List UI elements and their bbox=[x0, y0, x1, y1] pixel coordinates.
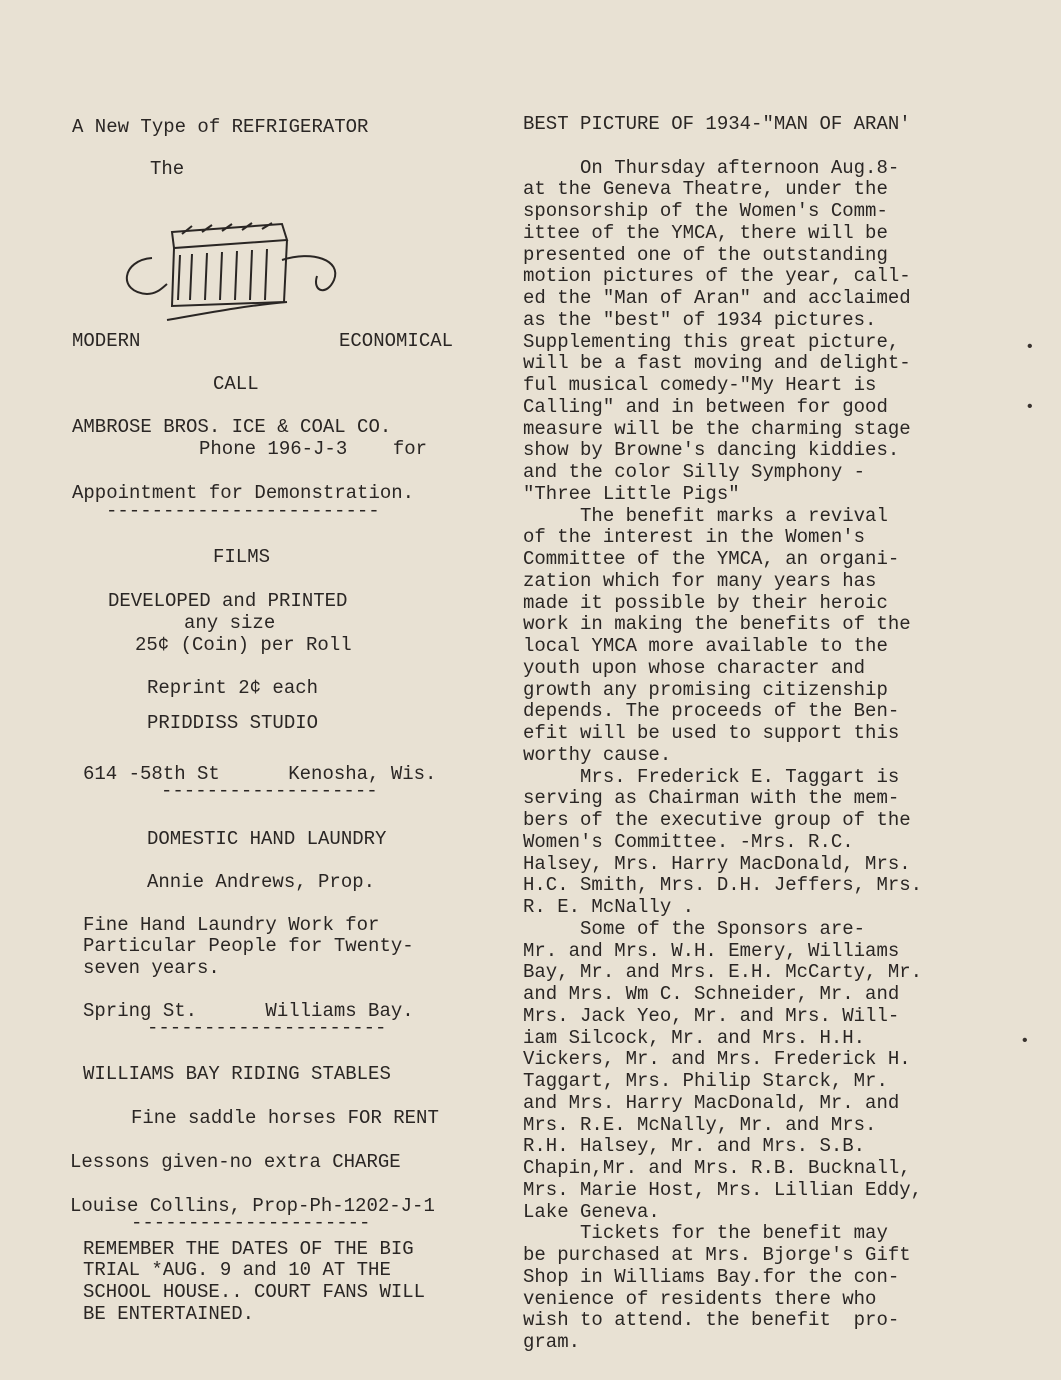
stables-horses: Fine saddle horses FOR RENT bbox=[131, 1107, 439, 1129]
article-line: work in making the benefits of the bbox=[523, 613, 911, 636]
the-label: The bbox=[150, 158, 185, 180]
divider: --------------------- bbox=[147, 1017, 387, 1039]
any-size-text: any size bbox=[184, 612, 276, 634]
article-line: worthy cause. bbox=[523, 743, 672, 766]
margin-speck: • bbox=[1025, 398, 1035, 416]
article-line: motion pictures of the year, call- bbox=[523, 265, 911, 288]
stables-lessons: Lessons given-no extra CHARGE bbox=[70, 1151, 401, 1173]
article-line: depends. The proceeds of the Ben- bbox=[523, 700, 900, 723]
appointment-text: Appointment for Demonstration. bbox=[72, 482, 415, 504]
article-line: Tickets for the benefit may bbox=[523, 1222, 888, 1245]
article-line: Committee of the YMCA, an organi- bbox=[523, 548, 900, 570]
article-line: presented one of the outstanding bbox=[523, 243, 888, 266]
article-line: Chapin,Mr. and Mrs. R.B. Bucknall, bbox=[523, 1157, 911, 1179]
article-line: ed the "Man of Aran" and acclaimed bbox=[523, 287, 911, 309]
article-line: iam Silcock, Mr. and Mrs. H.H. bbox=[523, 1026, 866, 1049]
article-line: Bay, Mr. and Mrs. E.H. McCarty, Mr. bbox=[523, 961, 923, 984]
reprint-text: Reprint 2¢ each bbox=[147, 677, 319, 699]
laundry-heading: DOMESTIC HAND LAUNDRY bbox=[147, 828, 387, 850]
article-line: will be a fast moving and delight- bbox=[523, 352, 911, 375]
article-line: Calling" and in between for good bbox=[523, 395, 888, 418]
article-line: Lake Geneva. bbox=[523, 1200, 660, 1223]
laundry-address: Spring St. Williams Bay. bbox=[83, 1000, 414, 1022]
article-line: growth any promising citizenship bbox=[523, 678, 888, 701]
article-line: and Mrs. Harry MacDonald, Mr. and bbox=[523, 1091, 900, 1114]
remember-line: TRIAL *AUG. 9 and 10 AT THE bbox=[83, 1259, 391, 1281]
article-line: zation which for many years has bbox=[523, 569, 877, 592]
laundry-desc-line: seven years. bbox=[83, 957, 220, 979]
article-line: measure will be the charming stage bbox=[523, 417, 911, 440]
article-line: local YMCA more available to the bbox=[523, 635, 888, 657]
article-line: as the "best" of 1934 pictures. bbox=[523, 308, 877, 331]
article-line: Supplementing this great picture, bbox=[523, 330, 900, 353]
article-line: made it possible by their heroic bbox=[523, 591, 888, 614]
divider: ------------------- bbox=[161, 780, 378, 802]
article-line: be purchased at Mrs. Bjorge's Gift bbox=[523, 1244, 911, 1266]
article-line: show by Browne's dancing kiddies. bbox=[523, 439, 900, 462]
price-text: 25¢ (Coin) per Roll bbox=[135, 634, 352, 656]
article-line: sponsorship of the Women's Comm- bbox=[523, 200, 888, 222]
films-heading: FILMS bbox=[213, 546, 271, 568]
call-label: CALL bbox=[213, 373, 259, 395]
article-line: of the interest in the Women's bbox=[523, 526, 866, 549]
logo-text: Coolerator bbox=[122, 210, 129, 211]
article-line: at the Geneva Theatre, under the bbox=[523, 178, 888, 201]
remember-line: BE ENTERTAINED. bbox=[83, 1303, 255, 1325]
margin-speck: • bbox=[1025, 338, 1035, 356]
article-line: "Three Little Pigs" bbox=[523, 482, 740, 505]
laundry-desc-line: Particular People for Twenty- bbox=[83, 935, 414, 957]
article-line: On Thursday afternoon Aug.8- bbox=[523, 156, 900, 179]
article-line: wish to attend. the benefit pro- bbox=[523, 1309, 900, 1332]
article-line: Taggart, Mrs. Philip Starck, Mr. bbox=[523, 1070, 888, 1092]
article-line: Shop in Williams Bay.for the con- bbox=[523, 1265, 900, 1288]
laundry-desc-line: Fine Hand Laundry Work for bbox=[83, 914, 380, 936]
studio-address: 614 -58th St Kenosha, Wis. bbox=[83, 763, 437, 785]
article-line bbox=[523, 136, 973, 158]
article-line: Mrs. Frederick E. Taggart is bbox=[523, 765, 900, 788]
margin-speck: • bbox=[1020, 1032, 1030, 1050]
developed-text: DEVELOPED and PRINTED bbox=[108, 590, 348, 612]
article-column bbox=[523, 114, 973, 1354]
article-line: R. E. McNally . bbox=[523, 896, 695, 918]
remember-line: REMEMBER THE DATES OF THE BIG bbox=[83, 1238, 414, 1260]
divider: ------------------------ bbox=[106, 500, 380, 522]
ambrose-name: AMBROSE BROS. ICE & COAL CO. bbox=[72, 416, 392, 438]
studio-name: PRIDDISS STUDIO bbox=[147, 712, 319, 734]
article-line: and Mrs. Wm C. Schneider, Mr. and bbox=[523, 983, 900, 1005]
article-line: gram. bbox=[523, 1331, 581, 1353]
article-line: Mrs. R.E. McNally, Mr. and Mrs. bbox=[523, 1113, 877, 1136]
divider: --------------------- bbox=[131, 1212, 371, 1234]
article-line: Vickers, Mr. and Mrs. Frederick H. bbox=[523, 1048, 911, 1071]
laundry-proprietor: Annie Andrews, Prop. bbox=[147, 871, 376, 893]
article-headline: BEST PICTURE OF 1934-"MAN OF ARAN' bbox=[523, 113, 911, 135]
remember-line: SCHOOL HOUSE.. COURT FANS WILL bbox=[83, 1281, 426, 1303]
article-line: serving as Chairman with the mem- bbox=[523, 787, 900, 810]
article-line: Mr. and Mrs. W.H. Emery, Williams bbox=[523, 939, 900, 962]
refrigerator-heading: A New Type of REFRIGERATOR bbox=[72, 116, 369, 138]
article-line: efit will be used to support this bbox=[523, 722, 900, 744]
article-line: Some of the Sponsors are- bbox=[523, 917, 866, 940]
economical-label: ECONOMICAL bbox=[339, 330, 454, 352]
article-line: Mrs. Marie Host, Mrs. Lillian Eddy, bbox=[523, 1178, 923, 1201]
article-line: The benefit marks a revival bbox=[523, 504, 888, 527]
article-line: Mrs. Jack Yeo, Mr. and Mrs. Will- bbox=[523, 1004, 900, 1027]
coolerator-logo bbox=[112, 210, 352, 330]
article-line: and the color Silly Symphony - bbox=[523, 461, 866, 483]
article-line: youth upon whose character and bbox=[523, 656, 866, 679]
article-line: Women's Committee. -Mrs. R.C. bbox=[523, 830, 854, 853]
article-line: R.H. Halsey, Mr. and Mrs. S.B. bbox=[523, 1135, 866, 1158]
ambrose-phone: Phone 196-J-3 for bbox=[199, 438, 428, 460]
article-line: venience of residents there who bbox=[523, 1287, 877, 1310]
article-line: H.C. Smith, Mrs. D.H. Jeffers, Mrs. bbox=[523, 874, 923, 897]
article-line: ittee of the YMCA, there will be bbox=[523, 221, 888, 244]
stables-heading: WILLIAMS BAY RIDING STABLES bbox=[83, 1063, 391, 1085]
modern-label: MODERN bbox=[72, 330, 141, 352]
article-line: ful musical comedy-"My Heart is bbox=[523, 374, 877, 396]
article-line: Halsey, Mrs. Harry MacDonald, Mrs. bbox=[523, 852, 911, 875]
article-line: bers of the executive group of the bbox=[523, 809, 911, 831]
stables-proprietor: Louise Collins, Prop-Ph-1202-J-1 bbox=[70, 1195, 435, 1217]
